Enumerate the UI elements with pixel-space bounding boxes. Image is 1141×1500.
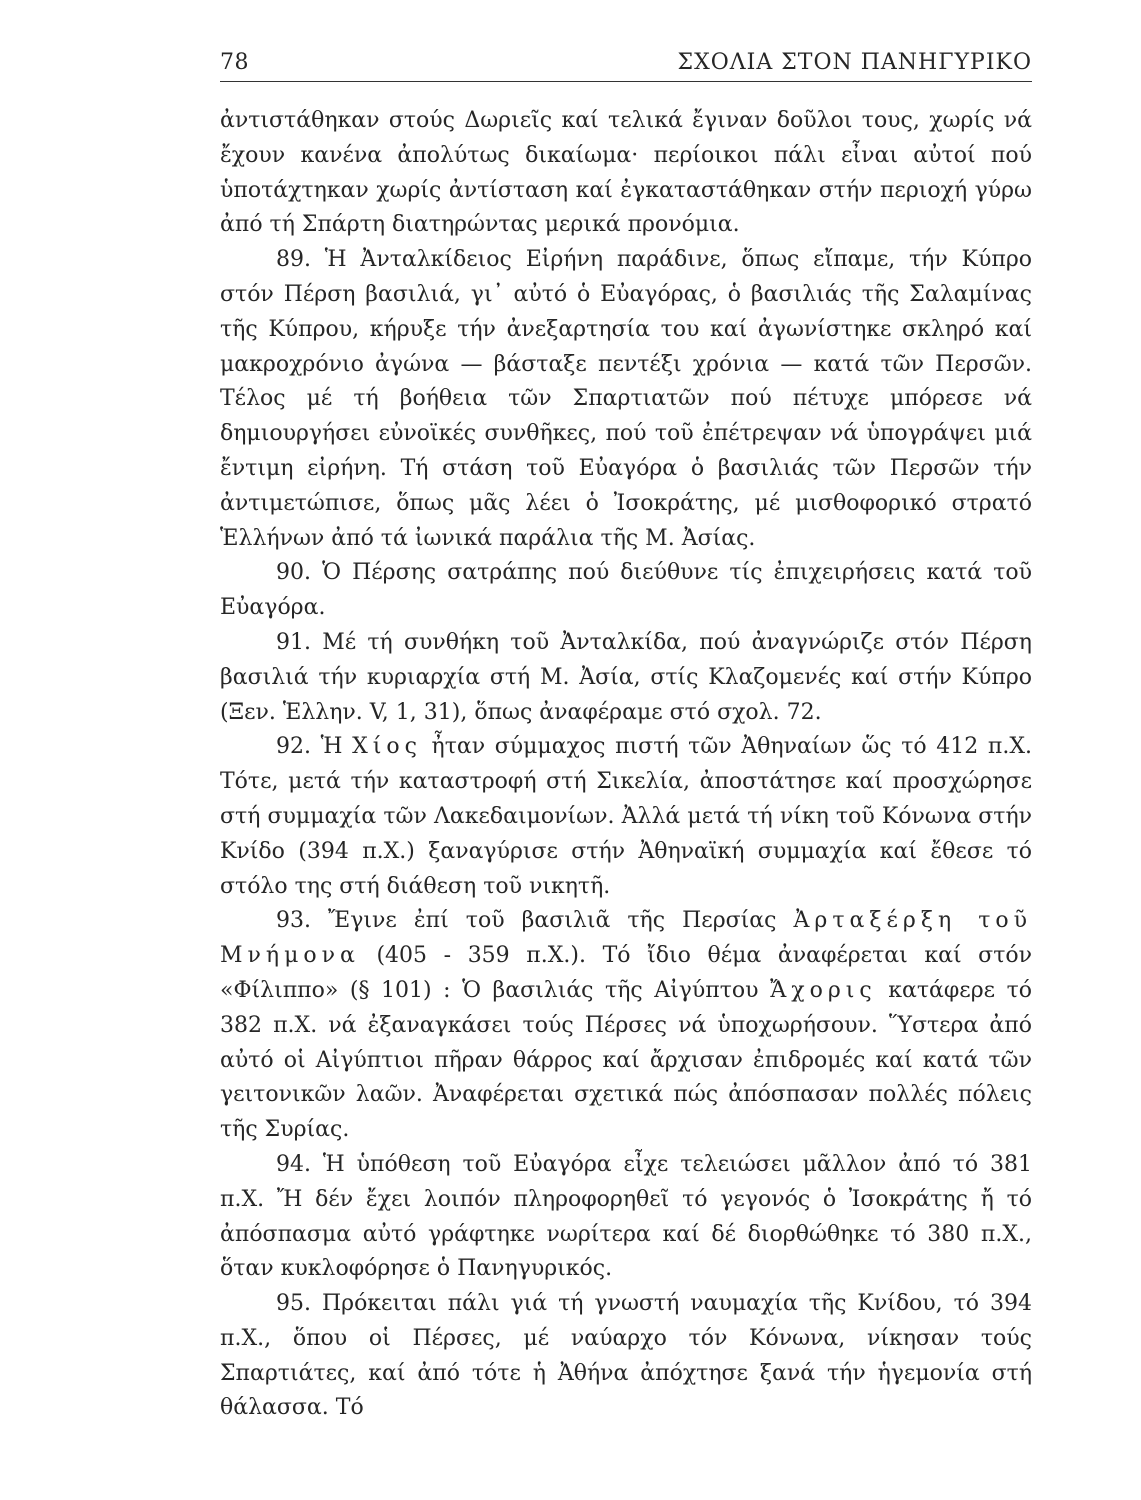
spaced-name-achoris: Ἄχορις [770, 977, 877, 1003]
note-92-post: ἦταν σύμμαχος πιστή τῶν Ἀθηναίων ὥς τό 412 π.Χ. Τότε, μετά τήν καταστροφή στή Σικελία, ἀποστάτησε καί προσχώρησε στή συμμαχία τῶν Λακεδαιμονίων. Ἀλλά μετά τή νίκη τοῦ Κόνωνα στήν Κνίδο (394 π.Χ.) ξαναγύρισε στήν Ἀθηναϊκή συμμαχία καί ἔθεσε τό στόλο της στή διάθεση τοῦ νικητῆ. [220, 734, 1032, 899]
note-93 [220, 904, 1032, 1148]
running-title: ΣΧΟΛΙΑ ΣΤΟΝ ΠΑΝΗΓΥΡΙΚΟ [677, 50, 1032, 75]
note-89: 89. Ἡ Ἀνταλκίδειος Εἰρήνη παράδινε, ὅπως εἴπαμε, τήν Κύπρο στόν Πέρση βασιλιά, γι᾽ αὐτό ὁ Εὐαγόρας, ὁ βασιλιάς τῆς Σαλαμίνας τῆς Κύπρου, κήρυξε τήν ἀνεξαρτησία του καί ἀγωνίστηκε σκληρό καί μακροχρόνιο ἀγώνα — βάσταξε πεντέξι χρόνια — κατά τῶν Περσῶν. Τέλος μέ τή βοήθεια τῶν Σπαρτιατῶν πού πέτυχε μπόρεσε νά δημιουργήσει εὐνοϊκές συνθῆκες, πού τοῦ ἐπέτρεψαν νά ὑπογράψει μιά ἔντιμη εἰρήνη. Τή στάση τοῦ Εὐαγόρα ὁ βασιλιάς τῶν Περσῶν τήν ἀντιμετώπισε, ὅπως μᾶς λέει ὁ Ἰσοκράτης, μέ μισθοφορικό στρατό Ἑλλήνων ἀπό τά ἰωνικά παράλια τῆς Μ. Ἀσίας. [220, 247, 1032, 551]
note-93-mid: (405 - 359 π.Χ.). Τό ἴδιο θέμα ἀναφέρεται καί στόν «Φίλιππο» (§ 101) : Ὁ βασιλιάς τῆς Αἰγύπτου [220, 943, 1032, 1003]
note-92 [220, 730, 1032, 904]
note-92-pre: 92. Ἡ [276, 734, 353, 760]
book-page [220, 50, 1032, 1426]
page-number: 78 [220, 50, 249, 75]
note-90: 90. Ὁ Πέρσης σατράπης πού διεύθυνε τίς ἐπιχειρήσεις κατά τοῦ Εὐαγόρα. [220, 560, 1032, 621]
page-body [220, 104, 1032, 1426]
note-93-post: κατάφερε τό 382 π.Χ. νά ἐξαναγκάσει τούς Πέρσες νά ὑποχωρήσουν. Ὕστερα ἀπό αὐτό οἱ Αἰγύπτιοι πῆραν θάρρος καί ἄρχισαν ἐπιδρομές καί κατά τῶν γειτονικῶν λαῶν. Ἀναφέρεται σχετικά πώς ἀπόσπασαν πολλές πόλεις τῆς Συρίας. [220, 977, 1032, 1143]
note-94: 94. Ἡ ὑπόθεση τοῦ Εὐαγόρα εἶχε τελειώσει μᾶλλον ἀπό τό 381 π.Χ. Ἤ δέν ἔχει λοιπόν πληροφορηθεῖ τό γεγονός ὁ Ἰσοκράτης ἤ τό ἀπόσπασμα αὐτό γράφτηκε νωρίτερα καί δέ διορθώθηκε τό 380 π.Χ., ὅταν κυκλοφόρησε ὁ Πανηγυρικός. [220, 1151, 1032, 1282]
note-95: 95. Πρόκειται πάλι γιά τή γνωστή ναυμαχία τῆς Κνίδου, τό 394 π.Χ., ὅπου οἱ Πέρσες, μέ ναύαρχο τόν Κόνωνα, νίκησαν τούς Σπαρτιάτες, καί ἀπό τότε ἡ Ἀθήνα ἀπόχτησε ξανά τήν ἡγεμονία στή θάλασσα. Τό [220, 1291, 1032, 1421]
spaced-name-artaxerxes: Ἀρταξέρξη τοῦ Μνήμονα [220, 908, 1032, 969]
paragraph-continuation: ἀντιστάθηκαν στούς Δωριεῖς καί τελικά ἔγιναν δοῦλοι τους, χωρίς νά ἔχουν κανένα ἀπολύτως δικαίωμα· περίοικοι πάλι εἶναι αὐτοί πού ὑποτάχτηκαν χωρίς ἀντίσταση καί ἐγκαταστάθηκαν στήν περιοχή γύρω ἀπό τή Σπάρτη διατηρώντας μερικά προνόμια. [220, 108, 1032, 238]
running-header [220, 50, 1032, 82]
spaced-name-chios: Χίος [352, 734, 422, 760]
note-91: 91. Μέ τή συνθήκη τοῦ Ἀνταλκίδα, πού ἀναγνώριζε στόν Πέρση βασιλιά τήν κυριαρχία στή Μ. Ἀσία, στίς Κλαζομενές καί στήν Κύπρο (Ξεν. Ἑλλην. V, 1, 31), ὅπως ἀναφέραμε στό σχολ. 72. [220, 629, 1032, 725]
note-93-pre: 93. Ἔγινε ἐπί τοῦ βασιλιᾶ τῆς Περσίας [276, 908, 794, 934]
